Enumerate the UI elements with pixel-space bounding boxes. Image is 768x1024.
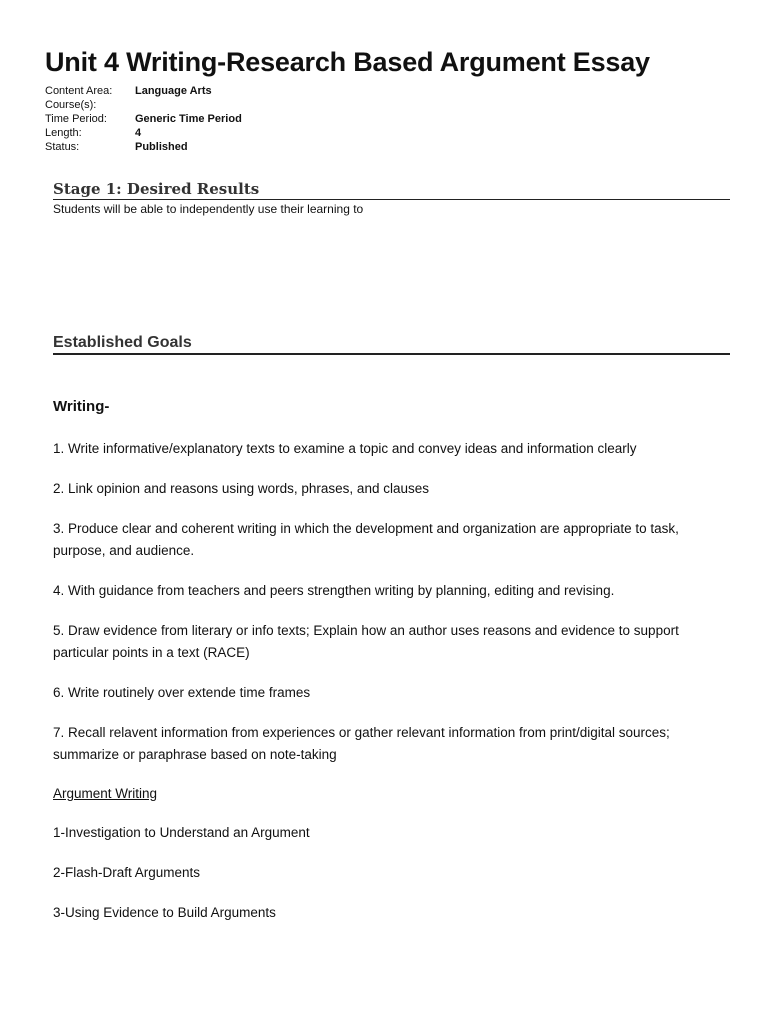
metadata-value: Generic Time Period xyxy=(135,113,242,125)
metadata-label: Time Period: xyxy=(45,113,107,125)
metadata-row-length xyxy=(45,126,242,140)
metadata-label: Length: xyxy=(45,127,82,139)
metadata-label: Status: xyxy=(45,141,80,153)
writing-subheading: Writing- xyxy=(53,398,110,415)
metadata-row-content-area xyxy=(45,84,242,98)
metadata-row-status xyxy=(45,140,242,154)
document-title: Unit 4 Writing-Research Based Argument Essay xyxy=(45,47,650,77)
metadata-value: 4 xyxy=(135,127,142,139)
established-goals-heading: Established Goals xyxy=(53,333,730,355)
metadata-label: Content Area: xyxy=(45,85,113,97)
argument-item: 2-Flash-Draft Arguments xyxy=(53,865,201,880)
metadata-row-courses xyxy=(45,98,242,112)
stage1-heading: Stage 1: Desired Results xyxy=(53,179,730,200)
goal-item: 3. Produce clear and coherent writing in which the development and organization are appropriate to task, purpose, and audience. xyxy=(53,521,679,558)
goal-item: 4. With guidance from teachers and peers strengthen writing by planning, editing and revising. xyxy=(53,583,615,598)
stage1-text: Students will be able to independently use their learning to xyxy=(53,202,364,216)
argument-writing-list xyxy=(53,822,310,942)
goal-item: 5. Draw evidence from literary or info texts; Explain how an author uses reasons and evidence to support particular points in a text (RACE) xyxy=(53,623,679,660)
writing-goals-list xyxy=(53,438,718,784)
goal-item: 2. Link opinion and reasons using words, phrases, and clauses xyxy=(53,481,429,496)
argument-item: 3-Using Evidence to Build Arguments xyxy=(53,905,276,920)
goal-item: 7. Recall relavent information from experiences or gather relevant information from print/digital sources; summarize or paraphrase based on note-taking xyxy=(53,725,670,762)
metadata-label: Course(s): xyxy=(45,99,97,111)
argument-item: 1-Investigation to Understand an Argument xyxy=(53,825,310,840)
metadata-value: Language Arts xyxy=(135,85,212,97)
goal-item: 6. Write routinely over extende time frames xyxy=(53,685,311,700)
goal-item: 1. Write informative/explanatory texts to examine a topic and convey ideas and information clearly xyxy=(53,441,637,456)
metadata-row-time-period xyxy=(45,112,242,126)
argument-writing-subheading: Argument Writing xyxy=(53,786,158,801)
metadata-table xyxy=(45,84,242,154)
metadata-value: Published xyxy=(135,141,188,153)
